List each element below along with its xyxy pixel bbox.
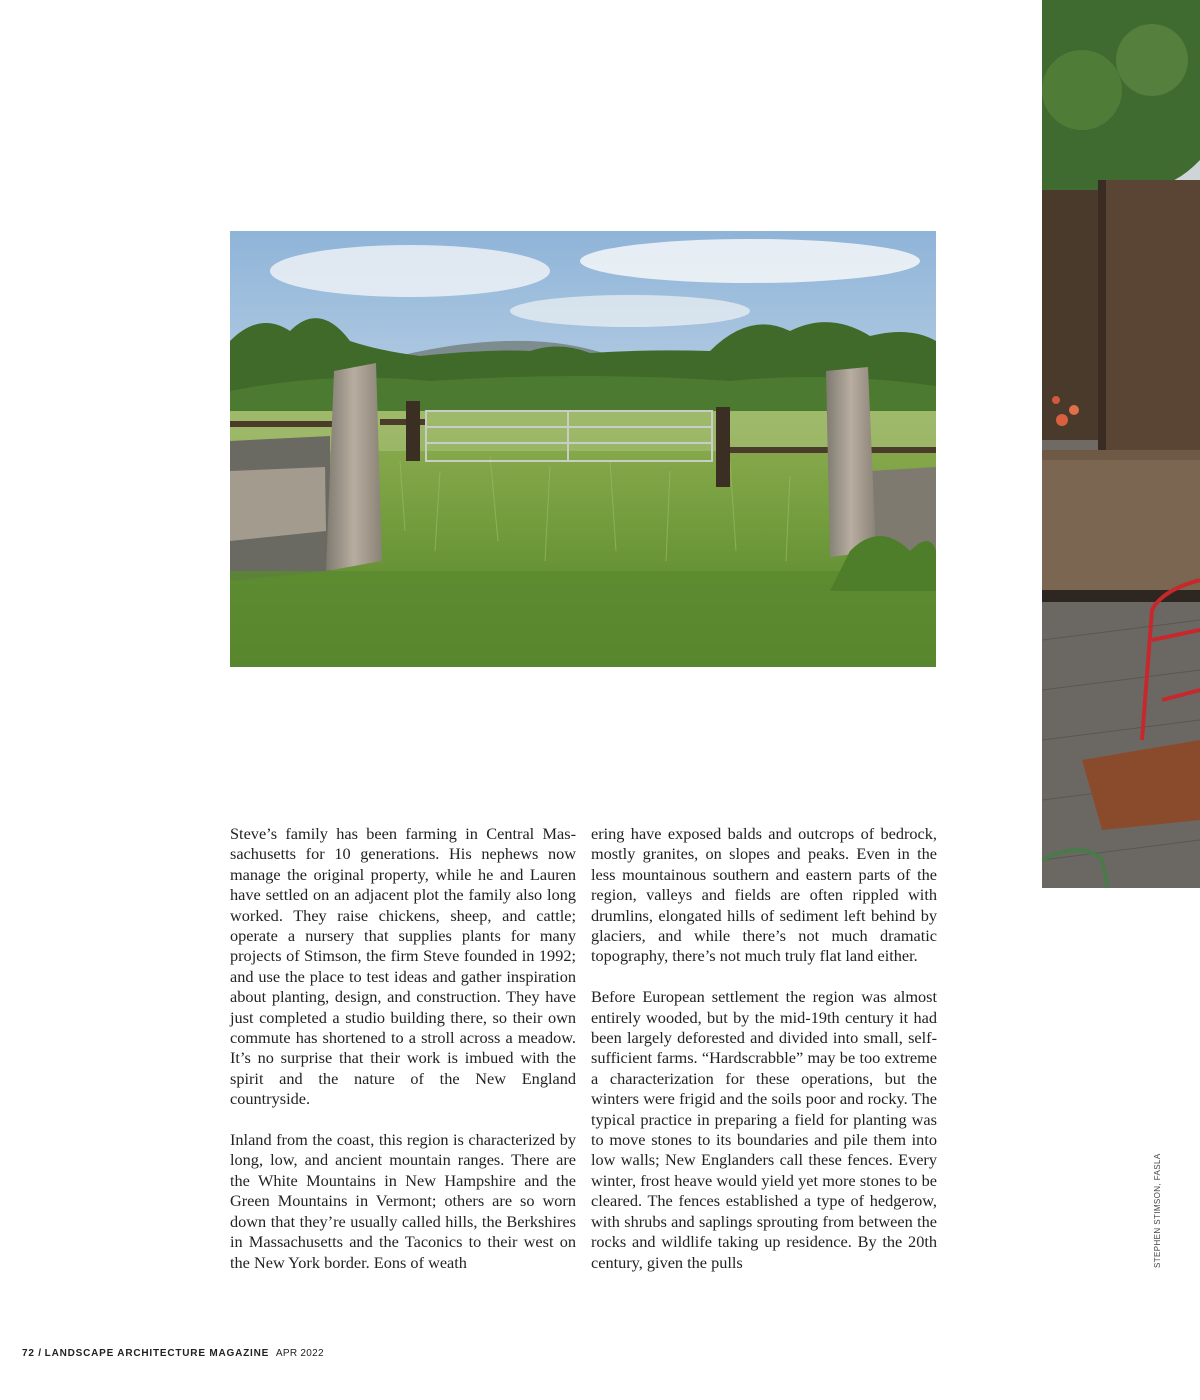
photo-credit: STEPHEN STIMSON, FASLA [1153,1153,1162,1268]
page-number: 72 / [22,1348,42,1359]
article-column-left [230,824,576,1293]
article-column-right [591,824,937,1293]
meadow-gate-image [230,231,936,667]
magazine-name: LANDSCAPE ARCHITECTURE MAGAZINE [44,1348,270,1359]
paragraph-inland-region: Inland from the coast, this region is characterized by long, low, and ancient mountain ranges. There are the White Mountains in New Hampshire and the Green Mountains in Vermont; others are so worn down that they’re usually called hills, the Berkshires in Massachusetts and the Taconics to their west on the New York border. Eons of weath [230,1130,576,1272]
issue-date: APR 2022 [275,1348,324,1359]
meadow-gate-photo [230,231,936,667]
porch-photo [1042,0,1200,888]
paragraph-family-farm: Steve’s family has been farming in Central Massachusetts for 10 generations. His nephews now manage the original property, while he and Lauren have settled on an adjacent plot the family also long worked. They raise chickens, sheep, and cattle; operate a nursery that supplies plants for many projects of Stimson, the firm Steve founded in 1992; and use the place to test ideas and gather inspiration about planting, design, and construction. They have just completed a studio building there, so their own commute has shortened to a stroll across a meadow. It’s no surprise that their work is imbued with the spirit and the nature of the New England countryside. [230,824,576,1109]
page-footer [22,1348,324,1359]
porch-image [1042,0,1200,888]
paragraph-european-settlement: Before European settlement the region was almost entirely wooded, but by the mid-19th century it had been largely deforested and divided into small, self-sufficient farms. “Hardscrabble” may be too extreme a characterization for these operations, but the winters were frigid and the soils poor and rocky. The typical practice in preparing a field for planting was to move stones to its boundaries and pile them into low walls; New Englanders call these fences. Every winter, frost heave would yield yet more stones to be cleared. The fences established a type of hedgerow, with shrubs and saplings sprouting from between the rocks and wildlife taking up residence. By the 20th century, given the pulls [591,987,937,1272]
paragraph-weathering: ering have exposed balds and outcrops of bedrock, mostly granites, on slopes and peaks. Even in the less mountainous southern and eastern parts of the region, valleys and fields are often rippled with drumlins, elongated hills of sediment left behind by glaciers, and while there’s not much dramatic topography, there’s not much truly flat land either. [591,824,937,966]
